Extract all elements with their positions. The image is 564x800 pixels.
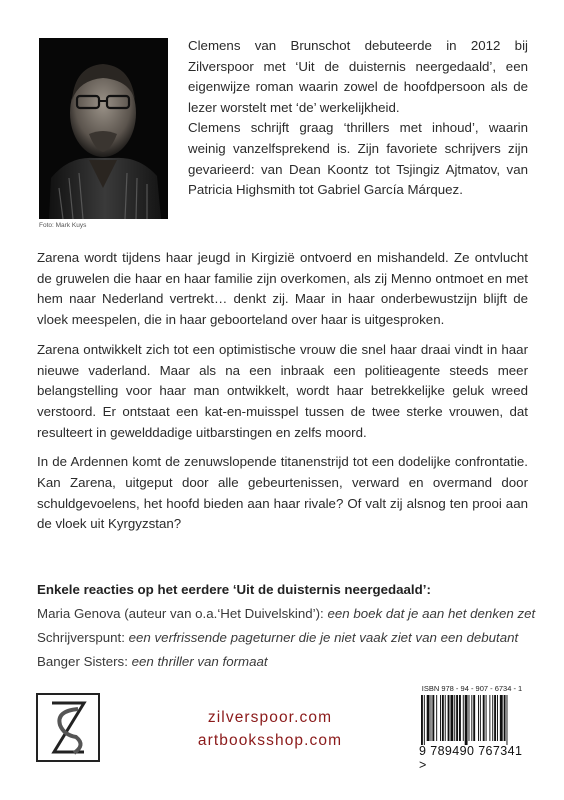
book-blurb <box>37 248 528 544</box>
photo-caption: Foto: Mark Kuys <box>39 222 87 229</box>
barcode-bar <box>432 695 434 741</box>
barcode-bar <box>463 695 464 741</box>
bio-paragraph: Clemens van Brunschot debuteerde in 2012 bij Zilverspoor met ‘Uit de duisternis neergedaald’, een eigenwijze roman waarin zowel de hoofdpersoon als de lezer worstelt met ‘de’ werkelijkheid. <box>188 38 528 115</box>
barcode-bars <box>419 695 531 745</box>
author-photo <box>39 38 168 219</box>
barcode-bar <box>427 695 430 741</box>
blurb-paragraph: Zarena ontwikkelt zich tot een optimistische vrouw die snel haar draai vindt in haar nieuwe vaderland. Maar als na een inbraak een politieagente steeds meer belangstelling voor haar man ontwikkelt, wordt haar betrekkelijke geluk wreed verstoord. Er ontstaat een kat-en-muisspel tussen de twee sterke vrouwen, dat resulteert in gewelddadige uitbarstingen en zelfs moord. <box>37 341 528 440</box>
barcode-bar <box>500 695 503 741</box>
barcode-bar <box>497 695 498 741</box>
review-source: Maria Genova (auteur van o.a.‘Het Duivelskind’): <box>37 606 328 621</box>
review-quote: een thriller van formaat <box>131 654 268 669</box>
review-item <box>37 626 537 650</box>
barcode-bar <box>471 695 472 741</box>
review-item <box>37 650 537 674</box>
review-item <box>37 602 537 626</box>
barcode-bar <box>465 695 468 745</box>
review-source: Banger Sisters: <box>37 654 132 669</box>
barcode-bar <box>492 695 493 741</box>
barcode-bar <box>507 695 508 745</box>
review-quote: een boek dat je aan het denken zet <box>327 606 536 621</box>
blurb-paragraph: In de Ardennen komt de zenuwslopende titanenstrijd tot een dodelijke confrontatie. Kan Zarena, uitgeput door alle gebeurtenissen, verward en overmand door schuldgevoelens, het hoofd bieden aan haar rivale? Of valt zij alsnog ten prooi aan de vloek uit Kyrgyzstan? <box>37 454 528 532</box>
barcode-bar <box>450 695 453 741</box>
barcode-bar <box>459 695 461 741</box>
barcode-bar <box>421 695 423 745</box>
isbn-label: ISBN 978 - 94 - 907 - 6734 - 1 <box>421 684 523 693</box>
barcode-bar <box>473 695 475 741</box>
barcode-bar <box>486 695 487 741</box>
barcode-bar <box>424 695 425 745</box>
barcode-bar <box>442 695 444 741</box>
barcode-bar <box>436 695 437 741</box>
bio-paragraph: Clemens schrijft graag ‘thrillers met inhoud’, waarin weinig vanzelfsprekend is. Zijn favoriete schrijvers zijn gevarieerd: van Dean Koontz tot Tsjingiz Ajtmatov, van Patricia Highsmith tot Gabriel García Márquez. <box>188 120 528 198</box>
author-portrait-image <box>39 38 168 219</box>
website-link[interactable]: artbooksshop.com <box>197 732 343 749</box>
publisher-websites <box>160 706 380 752</box>
publisher-logo <box>36 693 100 762</box>
author-bio <box>188 36 528 201</box>
barcode-bar <box>483 695 485 741</box>
website-link[interactable]: zilverspoor.com <box>207 709 333 726</box>
reviews-section <box>37 578 537 674</box>
isbn-arrow: > <box>419 758 427 772</box>
barcode-bar <box>431 695 432 741</box>
barcode-bar <box>494 695 496 741</box>
barcode-bar <box>448 695 450 741</box>
barcode-bar <box>445 695 446 741</box>
barcode-bar <box>480 695 481 741</box>
barcode-bar <box>504 695 506 741</box>
blurb-paragraph: Zarena wordt tijdens haar jeugd in Kirgizië ontvoerd en mishandeld. Ze ontvlucht de gruwelen die haar en haar familie zijn overkomen, als zij Menno ontmoet en met hem naar Nederland vertrekt… denkt zij. Maar in haar onderbewustzijn blijft de vloek meespelen, die in haar geboorteland over haar is uitgesproken. <box>37 250 528 328</box>
barcode-bar <box>456 695 458 741</box>
isbn-digits: 9 789490 767341 <box>419 744 523 758</box>
isbn-barcode <box>415 684 545 772</box>
barcode-bar <box>469 695 470 741</box>
reviews-heading: Enkele reacties op het eerdere ‘Uit de duisternis neergedaald’: <box>37 582 431 597</box>
review-source: Schrijverspunt: <box>37 630 129 645</box>
barcode-bar <box>440 695 441 741</box>
barcode-bar <box>454 695 455 741</box>
barcode-bar <box>478 695 479 741</box>
isbn-number <box>419 744 531 772</box>
zilverspoor-logo-icon <box>38 695 98 760</box>
review-quote: een verfrissende pageturner die je niet vaak ziet van een debutant <box>128 630 519 645</box>
barcode-bar <box>489 695 490 741</box>
